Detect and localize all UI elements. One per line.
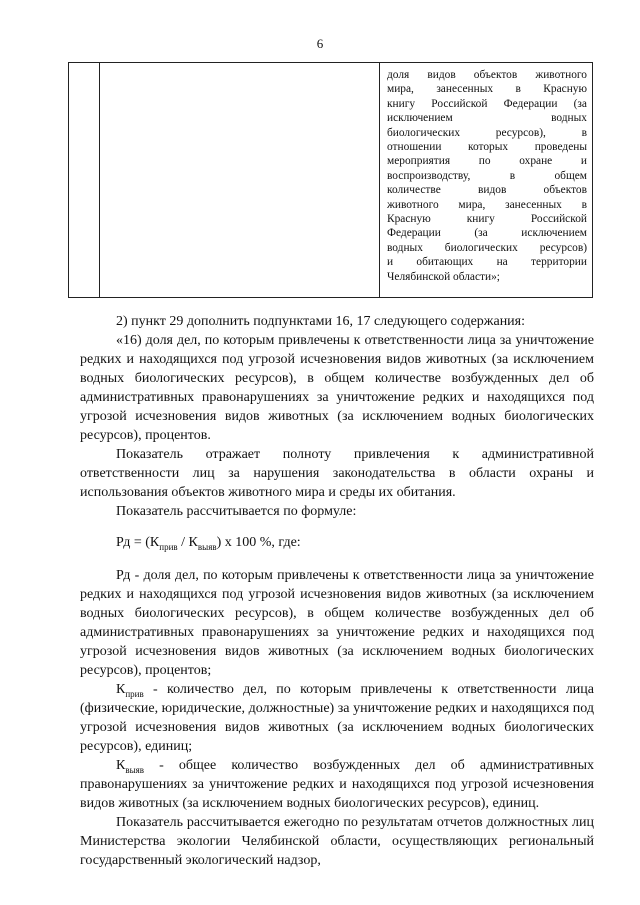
kpriv-symbol: К xyxy=(116,682,126,697)
table-cell-line: водных биологических ресурсов) xyxy=(387,241,587,254)
kpriv-text: - количество дел, по которым привлечены к ответственности лица (физические, юридические, должностные) за уничтожение редких и находящихся под угрозой исчезновения видов животных (за исключением водных биологических ресурсов), единиц; xyxy=(80,682,594,754)
kpriv-definition xyxy=(80,680,594,756)
table-cell-line: количестве видов объектов xyxy=(387,184,587,197)
page-number: 6 xyxy=(316,36,324,51)
formula-part: Рд = (К xyxy=(116,535,160,550)
table-column-divider xyxy=(99,63,100,297)
table-cell-line: Красную книгу Российской xyxy=(387,213,587,226)
formula-subscript: прив xyxy=(159,541,178,552)
indicator-table xyxy=(68,62,593,298)
table-cell-line: отношении которых проведены xyxy=(387,141,587,154)
indicator-description: Показатель отражает полноту привлечения к административной ответственности лиц за нарушения законодательства в области охраны и использования объектов животного мира и среды их обитания. xyxy=(80,447,594,500)
table-cell-line: и обитающих на территории xyxy=(387,256,587,269)
kpriv-subscript: прив xyxy=(125,688,144,699)
table-cell-line: мира, занесенных в Красную xyxy=(387,83,587,96)
formula-part: ) х 100 %, где: xyxy=(216,535,301,550)
table-cell-line: Федерации (за исключением xyxy=(387,227,587,240)
formula-part: / К xyxy=(177,535,198,550)
amendment-intro: 2) пункт 29 дополнить подпунктами 16, 17 следующего содержания: xyxy=(116,314,526,329)
table-cell-line: исключением водных xyxy=(387,112,587,125)
kvyav-text: - общее количество возбужденных дел об административных правонарушениях за уничтожение редких и находящихся под угрозой исчезновения видов животных (за исключением водных биологических ресурсов), единиц. xyxy=(80,758,594,811)
calculation-note: Показатель рассчитывается ежегодно по результатам отчетов должностных лиц Министерства экологии Челябинской области, осуществляющих региональный государственный экологический надзор, xyxy=(80,815,594,868)
kvyav-subscript: выяв xyxy=(125,764,145,775)
kvyav-definition xyxy=(80,756,594,813)
table-cell-line: доля видов объектов животного xyxy=(387,69,587,81)
formula-subscript: выяв xyxy=(197,541,217,552)
document-body xyxy=(80,312,594,870)
table-cell-line: животного мира, занесенных в xyxy=(387,198,587,211)
table-cell-line: Челябинской области»; xyxy=(387,270,500,283)
table-cell-line: мероприятия по охране и xyxy=(387,155,587,168)
rd-definition: Рд - доля дел, по которым привлечены к ответственности лица за уничтожение редких и находящихся под угрозой исчезновения видов животных (за исключением водных биологических ресурсов), в общем количестве возбужденных дел об административных правонарушениях за уничтожение редких и находящихся под угрозой исчезновения видов животных (за исключением водных биологических ресурсов), процентов; xyxy=(80,568,594,678)
formula-intro: Показатель рассчитывается по формуле: xyxy=(116,504,357,519)
kvyav-symbol: К xyxy=(116,758,126,773)
table-cell-line: биологических ресурсов), в xyxy=(387,126,587,139)
formula xyxy=(80,533,594,552)
table-cell-line: книгу Российской Федерации (за xyxy=(387,97,587,110)
table-cell-text xyxy=(387,68,587,284)
table-column-divider xyxy=(379,63,380,297)
table-cell-line: воспроизводству, в общем xyxy=(387,169,587,182)
subpoint-16: «16) доля дел, по которым привлечены к ответственности лица за уничтожение редких и находящихся под угрозой исчезновения видов животных (за исключением водных биологических ресурсов), в общем количестве возбужденных дел об административных правонарушениях за уничтожение редких и находящихся под угрозой исчезновения видов животных (за исключением водных биологических ресурсов), процентов. xyxy=(80,333,594,443)
